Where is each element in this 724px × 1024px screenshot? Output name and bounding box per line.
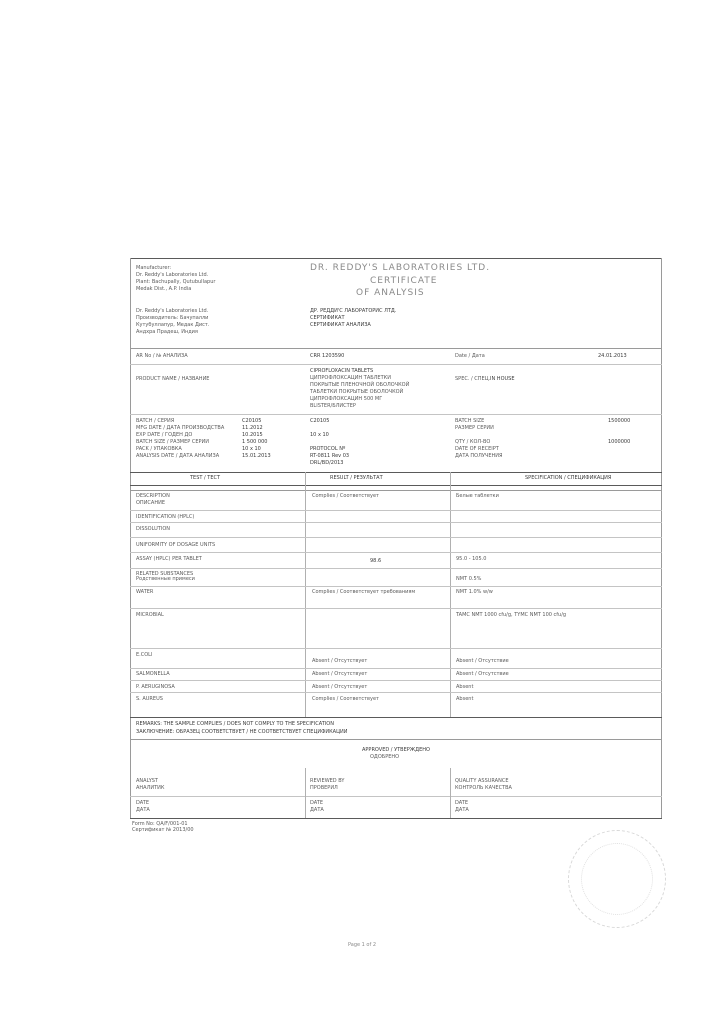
batch-label: BATCH / СЕРИЯ: [136, 418, 175, 424]
col-spec-header: SPECIFICATION / СПЕЦИФИКАЦИЯ: [525, 475, 612, 481]
signature-date: DATE: [310, 800, 324, 806]
batch-value: 10 x 10: [242, 446, 261, 452]
row-result: Complies / Соответствует требованиям: [312, 589, 416, 595]
row-spec: Absent: [456, 684, 474, 690]
manufacturer-line: Dr. Reddy's Laboratories Ltd.: [136, 272, 209, 278]
frame-right: [661, 258, 662, 818]
right-value: 1500000: [608, 418, 631, 424]
right-label: ДАТА ПОЛУЧЕНИЯ: [455, 453, 503, 459]
product-line: ПОКРЫТЫЕ ПЛЕНОЧНОЙ ОБОЛОЧКОЙ: [310, 382, 410, 388]
product-line: ТАБЛЕТКИ ПОКРЫТЫЕ ОБОЛОЧКОЙ: [310, 389, 404, 395]
divider: [130, 485, 662, 486]
certificate-number: Сертификат № 2013/00: [132, 827, 194, 833]
manufacturer-line-ru: Dr. Reddy's Laboratories Ltd.: [136, 308, 209, 314]
divider: [130, 692, 662, 693]
row-test: DISSOLUTION: [136, 526, 171, 532]
col-divider: [305, 768, 306, 818]
manufacturer-line-ru: Производитель: Бачупалли: [136, 315, 209, 321]
document-title: DR. REDDY'S LABORATORIES LTD.: [310, 263, 491, 273]
divider: [130, 472, 662, 473]
product-line: ЦИПРОФЛОКСАЦИН ТАБЛЕТКИ: [310, 375, 391, 381]
signature-label: ANALYST: [136, 778, 158, 784]
divider: [130, 648, 662, 649]
divider: [130, 510, 662, 511]
signature-date-ru: ДАТА: [310, 807, 324, 813]
frame-bottom: [130, 818, 662, 819]
ar-label: AR No / № АНАЛИЗА: [136, 353, 188, 359]
row-test: DESCRIPTION: [136, 493, 170, 499]
stamp-inner-ring: [581, 843, 653, 915]
row-spec: 95.0 - 105.0: [456, 556, 487, 562]
right-value: 1000000: [608, 439, 631, 445]
mid-value: C20105: [310, 418, 330, 424]
date-label: Date / Дата: [455, 353, 485, 359]
batch-value: 15.01.2013: [242, 453, 271, 459]
ar-value: CRR 1203590: [310, 353, 345, 359]
mid-value: DRL/BD/2013: [310, 460, 344, 466]
row-result: Absent / Отсутствует: [312, 671, 368, 677]
approved-label: APPROVED / УТВЕРЖДЕНО: [362, 747, 430, 753]
row-test: SALMONELLA: [136, 671, 170, 677]
col-test-header: TEST / ТЕСТ: [190, 475, 221, 481]
product-line: BLISTER/БЛИСТЕР: [310, 403, 356, 409]
signature-label: QUALITY ASSURANCE: [455, 778, 509, 784]
right-label: QTY / КОЛ-ВО: [455, 439, 491, 445]
row-result: 98.6: [370, 558, 382, 564]
batch-value: 10.2015: [242, 432, 263, 438]
frame-top: [130, 258, 662, 259]
row-test: ASSAY (HPLC) PER TABLET: [136, 556, 202, 562]
row-test: E.COLI: [136, 652, 153, 658]
divider: [130, 348, 662, 349]
right-label: BATCH SIZE: [455, 418, 485, 424]
signature-date-ru: ДАТА: [136, 807, 150, 813]
remarks-ru: ЗАКЛЮЧЕНИЕ: ОБРАЗЕЦ СООТВЕТСТВУЕТ / НЕ СООТВЕТСТВУЕТ СПЕЦИФИКАЦИИ: [136, 729, 348, 735]
divider: [130, 668, 662, 669]
signature-date: DATE: [136, 800, 150, 806]
document-title-ru: СЕРТИФИКАТ: [310, 315, 345, 321]
approved-label-ru: ОДОБРЕНО: [370, 754, 400, 760]
document-title-ru: ДР. РЕДДИ'С ЛАБОРАТОРИС ЛТД.: [310, 308, 397, 314]
manufacturer-line: Medak Dist., A.P. India: [136, 286, 192, 292]
mid-value: RT-0811 Rev 03: [310, 453, 350, 459]
row-result: Absent / Отсутствует: [312, 658, 368, 664]
row-spec: Absent / Отсутствие: [456, 658, 509, 664]
divider: [130, 739, 662, 740]
row-spec: Белые таблетки: [456, 493, 499, 499]
date-value: 24.01.2013: [598, 353, 627, 359]
row-test: WATER: [136, 589, 154, 595]
divider: [130, 608, 662, 609]
signature-date: DATE: [455, 800, 469, 806]
row-result: Complies / Соответствует: [312, 493, 379, 499]
row-test: UNIFORMITY OF DOSAGE UNITS: [136, 542, 216, 548]
batch-label: BATCH SIZE / РАЗМЕР СЕРИИ: [136, 439, 210, 445]
batch-label: MFG DATE / ДАТА ПРОИЗВОДСТВА: [136, 425, 225, 431]
certificate-sheet: [130, 258, 662, 833]
divider: [130, 522, 662, 523]
batch-value: 11.2012: [242, 425, 263, 431]
manufacturer-line-ru: Кутубуллапур, Медак Дист.: [136, 322, 210, 328]
divider: [130, 537, 662, 538]
spec-label: SPEC. / СПЕЦ.: [455, 376, 491, 382]
row-result: Complies / Соответствует: [312, 696, 379, 702]
stamp-icon: [568, 830, 666, 928]
batch-value: 1 500 000: [242, 439, 268, 445]
product-line: ЦИПРОФЛОКСАЦИН 500 МГ: [310, 396, 383, 402]
signature-label: REVIEWED BY: [310, 778, 345, 784]
signature-date-ru: ДАТА: [455, 807, 469, 813]
document-subtitle: CERTIFICATE: [370, 276, 438, 286]
row-spec: NMT 1.0% w/w: [456, 589, 493, 595]
row-test: RELATED SUBSTANCES: [136, 571, 194, 577]
mid-value: PROTOCOL Nº: [310, 446, 346, 452]
signature-label-ru: ПРОВЕРИЛ: [310, 785, 338, 791]
divider: [130, 490, 662, 491]
row-spec: Absent: [456, 696, 474, 702]
manufacturer-line: Manufacturer:: [136, 265, 172, 271]
batch-label: ANALYSIS DATE / ДАТА АНАЛИЗА: [136, 453, 220, 459]
row-test-ru: ОПИСАНИЕ: [136, 500, 166, 506]
document-subtitle: OF ANALYSIS: [356, 288, 425, 298]
product-line: CIPROFLOXACIN TABLETS: [310, 368, 374, 374]
divider: [130, 796, 662, 797]
row-test-ru: Родственные примеси: [136, 576, 195, 582]
signature-label-ru: АНАЛИТИК: [136, 785, 165, 791]
row-test: P. AERUGINOSA: [136, 684, 175, 690]
spec-value: IN HOUSE: [490, 376, 515, 382]
right-label: DATE OF RECEIPT: [455, 446, 499, 452]
row-test: MICROBIAL: [136, 612, 164, 618]
row-spec: NMT 0.5%: [456, 576, 482, 582]
divider: [130, 680, 662, 681]
batch-value: C20105: [242, 418, 262, 424]
mid-value: 10 x 10: [310, 432, 329, 438]
form-number: Form No: QA/F/001-01: [132, 821, 188, 827]
batch-label: PACK / УПАКОВКА: [136, 446, 182, 452]
manufacturer-line-ru: Андхра Прадеш, Индия: [136, 329, 198, 335]
frame-left: [130, 258, 131, 818]
col-divider: [450, 768, 451, 818]
row-test: IDENTIFICATION (HPLC): [136, 514, 195, 520]
row-result: Absent / Отсутствует: [312, 684, 368, 690]
page-footer: Page 1 of 2: [347, 942, 377, 948]
divider: [130, 414, 662, 415]
divider: [130, 364, 662, 365]
remarks-en: REMARKS: THE SAMPLE COMPLIES / DOES NOT COMPLY TO THE SPECIFICATION: [136, 721, 334, 727]
divider: [130, 552, 662, 553]
batch-label: EXP DATE / ГОДЕН ДО: [136, 432, 193, 438]
manufacturer-line: Plant: Bachupally, Qutubullapur: [136, 279, 216, 285]
col-result-header: RESULT / РЕЗУЛЬТАТ: [330, 475, 383, 481]
divider: [130, 717, 662, 718]
divider: [130, 586, 662, 587]
product-label: PRODUCT NAME / НАЗВАНИЕ: [136, 376, 210, 382]
row-spec: Absent / Отсутствие: [456, 671, 509, 677]
right-label: РАЗМЕР СЕРИИ: [455, 425, 494, 431]
row-spec: TAMC NMT 1000 cfu/g, TYMC NMT 100 cfu/g: [456, 612, 567, 618]
divider: [130, 568, 662, 569]
document-title-ru: СЕРТИФИКАТ АНАЛИЗА: [310, 322, 371, 328]
row-test: S. AUREUS: [136, 696, 163, 702]
signature-label-ru: КОНТРОЛЬ КАЧЕСТВА: [455, 785, 512, 791]
